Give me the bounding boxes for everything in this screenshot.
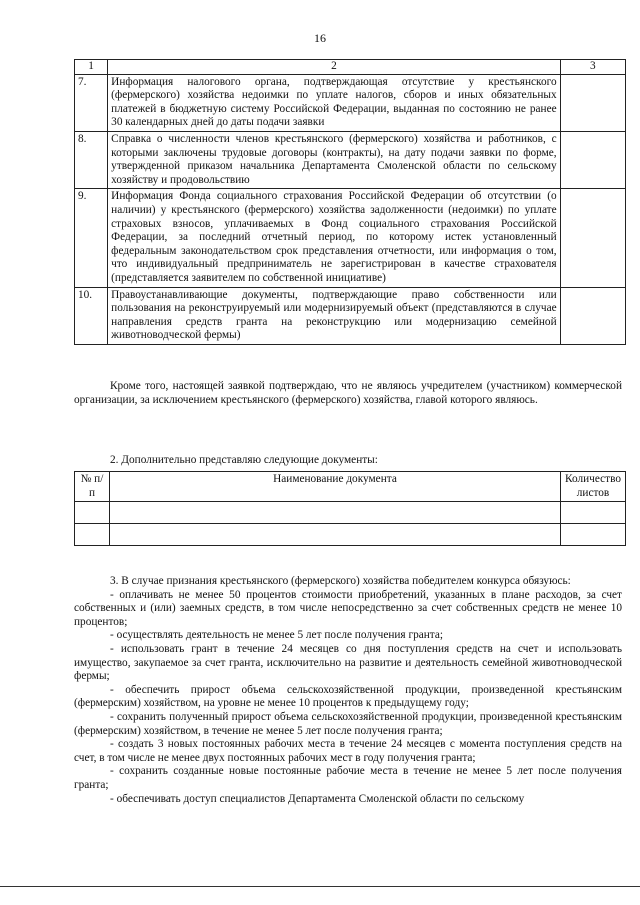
list-item: - осуществлять деятельность не менее 5 лет после получения гранта; <box>110 629 444 642</box>
obligations-section <box>74 575 622 806</box>
additional-docs-intro: 2. Дополнительно представляю следующие документы: <box>110 454 378 466</box>
row-text: Информация налогового органа, подтверждающая отсутствие у крестьянского (фермерского) хозяйства недоимки по уплате налогов, сборов и иных обязательных платежей в бюджетную систему Российской Федерации, выданная по состоянию не ранее 30 календарных дней до даты подачи заявки <box>108 74 560 131</box>
list-item: - использовать грант в течение 24 месяцев со дня поступления средств на счет и использовать имущество, закупаемое за счет гранта, исключительно на развитие и деятельность семейной животноводческой фермы; <box>74 642 622 683</box>
header-col-1: 1 <box>75 60 108 75</box>
bottom-divider <box>0 886 640 887</box>
confirmation-paragraph: Кроме того, настоящей заявкой подтверждаю, что не являюсь учредителем (участником) коммерческой организации, за исключением крестьянского (фермерского) хозяйства, главой которого являюсь. <box>74 380 622 406</box>
table-header-row <box>75 60 626 75</box>
table-row <box>75 287 626 344</box>
row-empty-cell <box>560 287 625 344</box>
obligations-intro: 3. В случае признания крестьянского (фермерского) хозяйства победителем конкурса обязуюсь: <box>110 575 571 587</box>
table-row <box>75 74 626 131</box>
table-row <box>75 524 626 546</box>
list-item: - оплачивать не менее 50 процентов стоимости приобретений, указанных в плане расходов, за счет собственных и (или) заемных средств, в том числе непосредственно за счет собственных средств не менее 10 процентов; <box>74 588 622 628</box>
list-item: - обеспечить прирост объема сельскохозяйственной продукции, произведенной крестьянским (фермерским) хозяйством, на уровне не менее 10 процентов к предыдущему году; <box>74 683 622 710</box>
empty-cell <box>561 524 626 546</box>
list-item: - сохранить созданные новые постоянные рабочие места в течение не менее 5 лет после получения гранта; <box>74 765 622 791</box>
header-name: Наименование документа <box>109 472 560 502</box>
row-empty-cell <box>560 74 625 131</box>
empty-cell <box>75 502 110 524</box>
empty-cell <box>75 524 110 546</box>
documents-table <box>74 59 626 345</box>
header-col-2: 2 <box>108 60 560 75</box>
row-empty-cell <box>560 189 625 287</box>
empty-cell <box>109 502 560 524</box>
row-number: 8. <box>75 131 108 188</box>
empty-cell <box>109 524 560 546</box>
page-number: 16 <box>314 31 326 45</box>
header-num: № п/п <box>75 472 110 502</box>
row-number: 9. <box>75 189 108 287</box>
row-number: 7. <box>75 74 108 131</box>
table-row <box>75 131 626 188</box>
row-text: Правоустанавливающие документы, подтверждающие право собственности или пользования на реконструируемый или модернизируемый объект (представляются в случае направления средств гранта на реконструкцию или модернизацию семейной животноводческой фермы) <box>108 287 560 344</box>
row-text: Справка о численности членов крестьянского (фермерского) хозяйства и работников, с которыми заключены трудовые договоры (контракты), на дату подачи заявки по форме, утвержденной приказом начальника Департамента Смоленской области по сельскому хозяйству и продовольствию <box>108 131 560 188</box>
additional-docs-table <box>74 471 626 546</box>
table-row <box>75 502 626 524</box>
list-item: - сохранить полученный прирост объема сельскохозяйственной продукции, произведенной крестьянским (фермерским) хозяйством, в течение не менее 5 лет после получения гранта; <box>74 710 622 737</box>
list-item: - обеспечивать доступ специалистов Департамента Смоленской области по сельскому <box>110 792 525 805</box>
table-row <box>75 189 626 287</box>
row-empty-cell <box>560 131 625 188</box>
header-col-3: 3 <box>560 60 625 75</box>
row-number: 10. <box>75 287 108 344</box>
list-item: - создать 3 новых постоянных рабочих места в течение 24 месяцев с момента поступления средств на счет, в том числе не менее двух постоянных рабочих мест в году получения гранта; <box>74 738 622 764</box>
row-text: Информация Фонда социального страхования Российской Федерации об отсутствии (о наличии) у крестьянского (фермерского) хозяйства задолженности (недоимки) по уплате страховых взносов, уплачиваемых в Фонд социального страхования Российской Федерации, за последний отчетный период, по которому истек установленный федеральным законодательством срок представления отчетности, или информация о том, что индивидуальный предприниматель не зарегистрирован в качестве страхователя (представляется заявителем по собственной инициативе) <box>108 189 560 287</box>
empty-cell <box>561 502 626 524</box>
header-qty: Количество листов <box>561 472 626 502</box>
additional-docs-header-row <box>75 472 626 502</box>
